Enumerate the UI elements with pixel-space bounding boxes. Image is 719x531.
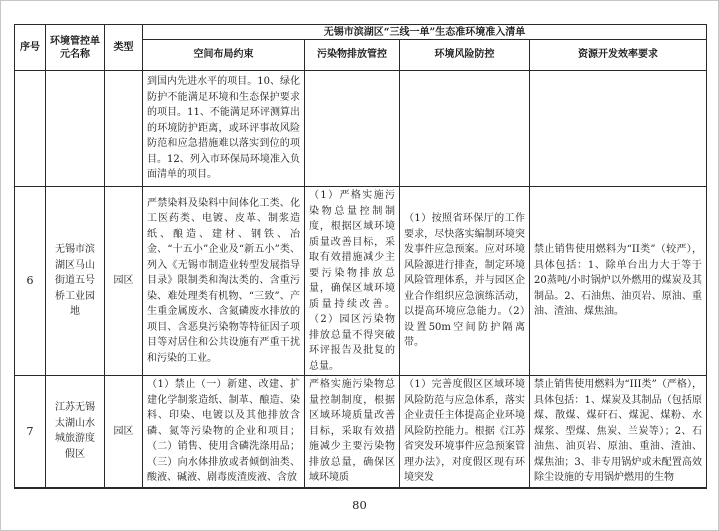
spatial-constraints-cell: （1）禁止（一）新建、改建、扩建化学制浆造纸、制革、酿造、染料、印染、电镀以及其他排放含磷、氮等污染物的企业和项目；（二）销售、使用含磷洗涤用品；（三）向水体排放或者倾倒油类、酸液、碱液、剧毒废渣废液、含放 [143, 376, 305, 488]
risk-prevention-cell: （1）完善度假区区域环境风险防范与应急体系，落实企业责任主体提高企业环境风险防控能力。根据《江苏省突发环境事件应急预案管理办法》，对度假区现有环境突发 [400, 376, 530, 488]
type-cell: 园区 [105, 376, 143, 488]
unit-name-cell: 江苏无锡太湖山水城旅游度假区 [46, 376, 105, 488]
resource-efficiency-cell: 禁止销售使用燃料为“II类”（较严），具体包括：1、除单台出力大于等于20蒸吨/小时锅炉以外燃用的煤炭及其制品。2、石油焦、油页岩、原油、重油、渣油、煤焦油。 [530, 187, 707, 376]
pollutant-control-cell: （1）严格实施污染物总量控制制度，根据区域环境质量改善目标，采取有效措施减少主要污染物排放总量，确保区域环境质量持续改善。（2）园区污染物排放总量不得突破环评报告及批复的总量。 [305, 187, 400, 376]
header-spatial-constraints: 空间布局约束 [143, 40, 305, 71]
type-cell: 园区 [105, 187, 143, 376]
header-merged-title: 无锡市滨湖区“三线一单”生态准环境准入清单 [143, 25, 707, 40]
header-type: 类型 [105, 25, 143, 71]
header-unit-name: 环境管控单元名称 [46, 25, 105, 71]
resource-efficiency-cell [530, 71, 707, 187]
table-row-7 [15, 376, 707, 488]
serial-cell [15, 71, 46, 187]
resource-efficiency-cell: 禁止销售使用燃料为“III类”（严格），具体包括：1、煤炭及其制品（包括原煤、散煤、煤矸石、煤泥、煤粉、水煤浆、型煤、焦炭、兰炭等）；2、石油焦、油页岩、原油、重油、渣油、煤焦油；3、非专用锅炉或未配置高效除尘设施的专用锅炉燃用的生物 [530, 376, 707, 488]
pollutant-control-cell: 严格实施污染物总量控制制度，根据区域环境质量改善目标，采取有效措施减少主要污染物排放总量，确保区域环境质 [305, 376, 400, 488]
pollutant-control-cell [305, 71, 400, 187]
page-number: 80 [352, 498, 367, 512]
header-pollutant-control: 污染物排放管控 [305, 40, 400, 71]
access-list-table [14, 24, 707, 489]
unit-name-cell: 无锡市滨湖区马山街道五号桥工业园地 [46, 187, 105, 376]
spatial-constraints-cell: 到国内先进水平的项目。10、绿化防护不能满足环境和生态保护要求的项目。11、不能满足环评测算出的环境防护距离，或环评事故风险防范和应急措施难以落实到位的项目。12、列入市环保局环境准入负面清单的项目。 [143, 71, 305, 187]
header-row-title [15, 25, 707, 40]
header-risk-prevention: 环境风险防控 [400, 40, 530, 71]
table-row-continuation [15, 71, 707, 187]
unit-name-cell [46, 71, 105, 187]
header-resource-efficiency: 资源开发效率要求 [530, 40, 707, 71]
risk-prevention-cell [400, 71, 530, 187]
spatial-constraints-cell: 严禁染料及染料中间体化工类、化工医药类、电镀、皮革、制浆造纸、酿造、建材、钢铁、冶金、“十五小”企业及“新五小”类、列入《无锡市制造业转型发展指导目录》限制类和淘汰类的、含重污染、难处理类有机物、“三致”、产生重金属废水、含氮磷废水排放的项目、含恶臭污染物等特征因子项目等对居住和公共设施有严重干扰和污染的工业。 [143, 187, 305, 376]
serial-cell: 7 [15, 376, 46, 488]
header-serial: 序号 [15, 25, 46, 71]
type-cell [105, 71, 143, 187]
table-row-6 [15, 187, 707, 376]
risk-prevention-cell: （1）按照省环保厅的工作要求，尽快落实编制环境突发事件应急预案。应对环境风险源进行排查，制定环境风险管理体系，并与园区企业合作组织应急演练活动，以提高环境应急能力。（2）设置50m空间防护隔离带。 [400, 187, 530, 376]
serial-cell: 6 [15, 187, 46, 376]
